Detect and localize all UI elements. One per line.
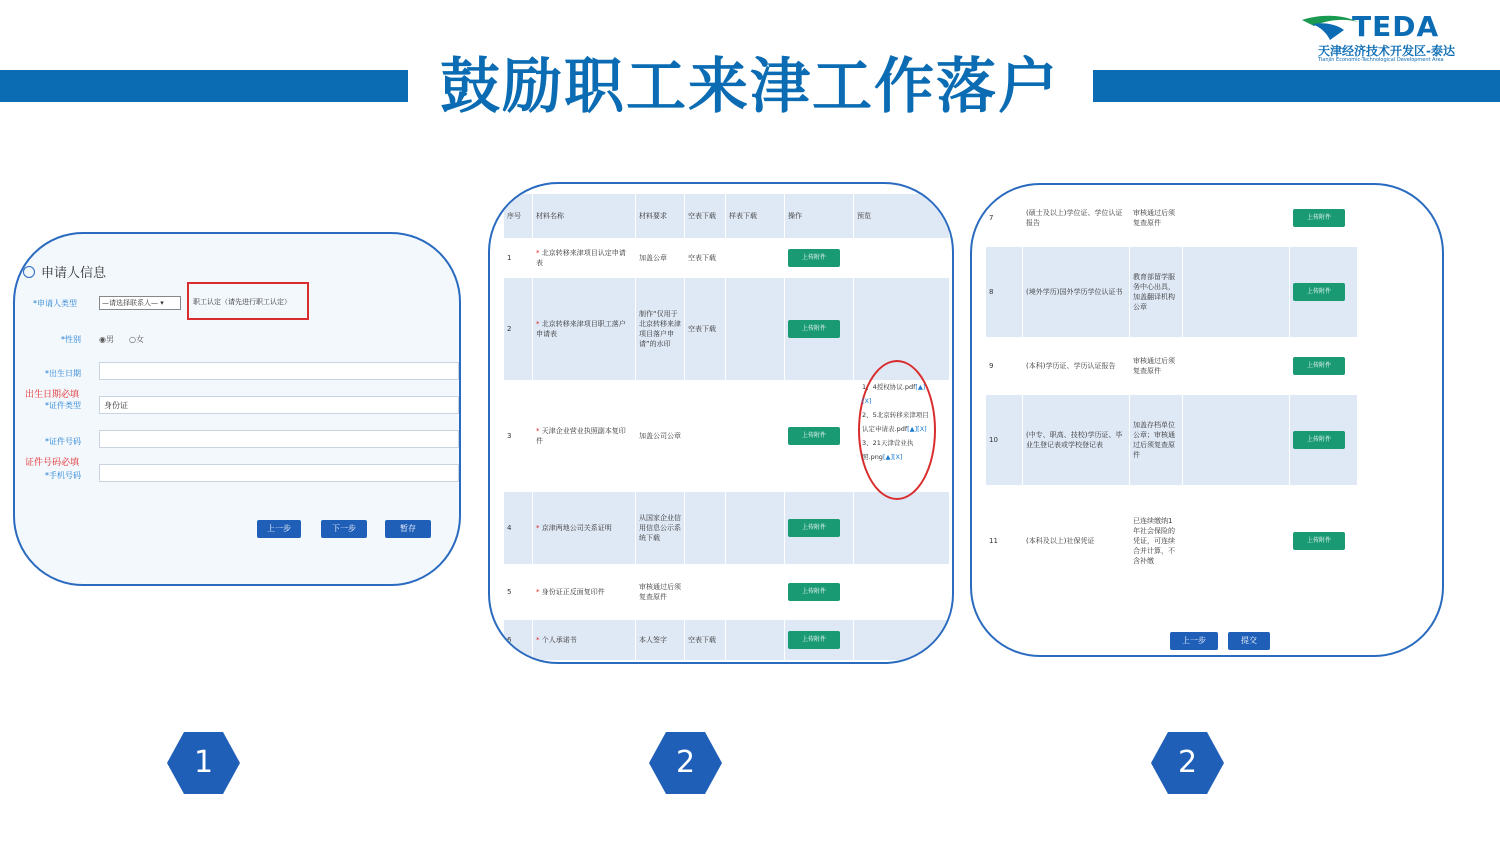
step-badge-2: 2 — [648, 731, 723, 795]
col-header-name: 材料名称 — [533, 194, 636, 238]
user-icon — [23, 266, 35, 278]
field-label-id-type: *证件类型 — [45, 401, 81, 410]
upload-button[interactable]: 上传附件 — [788, 519, 840, 537]
col-header-action: 操作 — [785, 194, 854, 238]
col-header-req: 材料要求 — [636, 194, 685, 238]
materials-card-1 — [488, 182, 954, 664]
blank-download-link[interactable]: 空表下载 — [685, 238, 726, 278]
upload-button[interactable]: 上传附件 — [788, 249, 840, 267]
gender-radio-male[interactable]: ◉男 — [99, 335, 114, 344]
save-draft-button[interactable]: 暂存 — [385, 520, 431, 538]
table-row: 11 (本科及以上)社保凭证 已连续缴纳1年社会保险的凭证，可连续合并计算，不含补缴 上传附件 — [986, 485, 1358, 597]
gender-radio-female[interactable]: ○女 — [129, 335, 144, 344]
upload-button[interactable]: 上传附件 — [1293, 209, 1345, 227]
header-bar-left — [0, 70, 408, 102]
col-header-no: 序号 — [504, 194, 533, 238]
upload-button[interactable]: 上传附件 — [1293, 431, 1345, 449]
id-type-input[interactable]: 身份证 — [99, 396, 459, 414]
blank-download-link[interactable]: 空表下载 — [685, 278, 726, 380]
prev-button[interactable]: 上一步 — [1170, 632, 1218, 650]
table-row: 7 (硕士及以上)学位证、学位认证报告 审核通过后须复查原件 上传附件 — [986, 189, 1358, 247]
logo-word: TEDA — [1352, 10, 1440, 43]
birth-date-input[interactable] — [99, 362, 459, 380]
preview-file-list — [862, 380, 932, 464]
upload-button[interactable]: 上传附件 — [1293, 357, 1345, 375]
materials-card-2 — [970, 183, 1444, 657]
table-row: 5 * 身份证正反面复印件 审核通过后须复查原件 上传附件 — [504, 564, 950, 620]
step-badge-1: 1 — [166, 731, 241, 795]
applicant-info-heading: 申请人信息 — [23, 262, 106, 281]
phone-input[interactable] — [99, 464, 459, 482]
field-label-gender: *性别 — [61, 335, 81, 344]
applicant-type-note-box: 职工认定（请先进行职工认定） — [187, 282, 309, 320]
col-header-blank: 空表下载 — [685, 194, 726, 238]
blank-download-link[interactable]: 空表下载 — [685, 620, 726, 660]
prev-button[interactable]: 上一步 — [257, 520, 301, 538]
logo-en-name: Tianjin Economic-Technological Development Area — [1318, 57, 1444, 63]
teda-swoosh-icon — [1300, 12, 1360, 42]
table-row: 10 (中专、职高、技校)学历证、毕业生登记表或学校登记表 加盖存档单位公章；审核通过后须复查原件 上传附件 — [986, 395, 1358, 485]
next-button[interactable]: 下一步 — [321, 520, 367, 538]
id-number-input[interactable] — [99, 430, 459, 448]
table-row: 1 * 北京转移来津项目认定申请表 加盖公章 空表下载 上传附件 — [504, 238, 950, 278]
table-row: 4 * 京津两地公司关系证明 从国家企业信用信息公示系统下载 上传附件 — [504, 492, 950, 564]
table-row: 6 * 个人承诺书 本人签字 空表下载 上传附件 — [504, 620, 950, 660]
table-row: 2 * 北京转移来津项目职工落户申请表 制作“仅用于北京转移来津项目落户申请”的水印 空表下载 上传附件 — [504, 278, 950, 380]
applicant-info-card — [13, 232, 461, 586]
upload-button[interactable]: 上传附件 — [1293, 283, 1345, 301]
birth-required-note: 出生日期必填 — [25, 390, 80, 400]
field-label-phone: *手机号码 — [45, 471, 81, 480]
preview-file-item[interactable]: 3、21天津营业执照.png[▲][X] — [862, 439, 914, 461]
id-required-note: 证件号码必填 — [25, 458, 80, 468]
field-label-birth: *出生日期 — [45, 369, 81, 378]
teda-logo — [1300, 12, 1480, 68]
materials-table-2 — [986, 189, 1358, 597]
upload-button[interactable]: 上传附件 — [788, 583, 840, 601]
header-bar-right — [1093, 70, 1500, 102]
col-header-preview: 预览 — [854, 194, 950, 238]
upload-button[interactable]: 上传附件 — [788, 427, 840, 445]
page-title: 鼓励职工来津工作落户 — [440, 52, 1060, 122]
logo-cn-name: 天津经济技术开发区-泰达 — [1318, 44, 1455, 58]
preview-file-item[interactable]: 2、5北京转移来津项目认定申请表.pdf[▲][X] — [862, 411, 929, 433]
upload-button[interactable]: 上传附件 — [788, 320, 840, 338]
submit-button[interactable]: 提交 — [1228, 632, 1270, 650]
upload-button[interactable]: 上传附件 — [1293, 532, 1345, 550]
step-badge-3: 2 — [1150, 731, 1225, 795]
field-label-type: *申请人类型 — [33, 299, 77, 308]
col-header-sample: 样表下载 — [726, 194, 785, 238]
field-label-id-number: *证件号码 — [45, 437, 81, 446]
table-row: 9 (本科)学历证、学历认证报告 审核通过后须复查原件 上传附件 — [986, 337, 1358, 395]
upload-button[interactable]: 上传附件 — [788, 631, 840, 649]
table-row: 3 * 天津企业营业执照副本复印件 加盖公司公章 上传附件 — [504, 380, 950, 492]
table-row: 8 (境外学历)国外学历学位认证书 教育部留学服务中心出具，加盖翻译机构公章 上传附件 — [986, 247, 1358, 337]
applicant-type-select[interactable]: —请选择联系人— ▾ — [99, 296, 181, 310]
preview-file-item[interactable]: 1、4授权协议.pdf[▲][X] — [862, 383, 926, 405]
